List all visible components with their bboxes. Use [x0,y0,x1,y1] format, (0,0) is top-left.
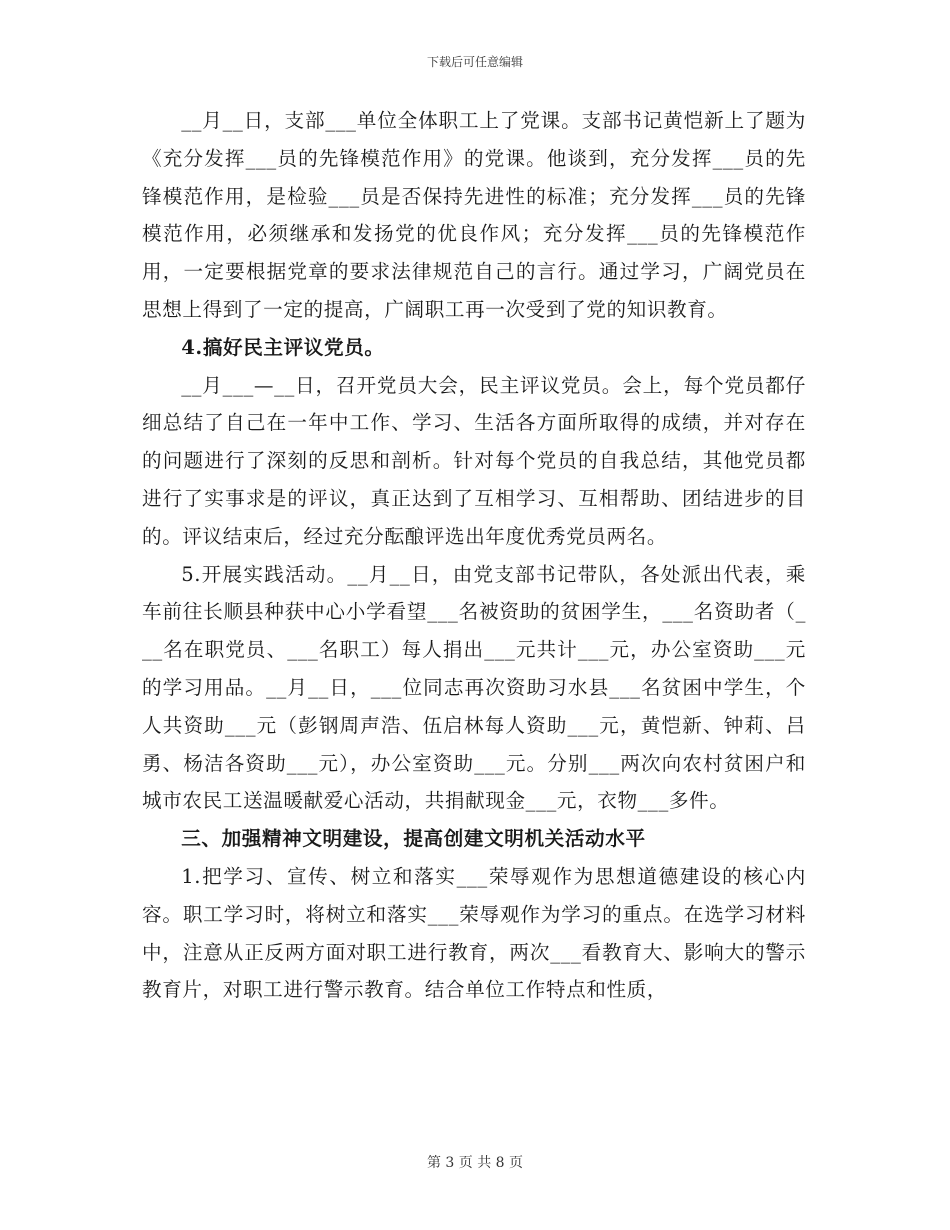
section-heading-democratic-evaluation: 4.搞好民主评议党员。 [181,335,385,359]
paragraph-democratic-evaluation: __月___—__日，召开党员大会，民主评议党员。会上，每个党员都仔细总结了自己在一年中工作、学习、生活各方面所取得的成绩，并对存在的问题进行了深刻的反思和剖析。针对每个党员的自我总结，其他党员都进行了实事求是的评议，真正达到了互相学习、互相帮助、团结进步的目的。评议结束后，经过充分酝酿评选出年度优秀党员两名。 [142,373,806,548]
paragraph-practice-activities: 5.开展实践活动。__月__日，由党支部书记带队，各处派出代表，乘车前往长顺县种获中心小学看望___名被资助的贫困学生，___名资助者（___名在职党员、___名职工）每人捐出___元共计___元，办公室资助___元的学习用品。__月__日，___位同志再次资助习水县___名贫困中学生，个人共资助___元（彭钢周声浩、伍启林每人资助___元，黄恺新、钟莉、吕勇、杨洁各资助___元），办公室资助___元。分别___两次向农村贫困户和城市农民工送温暖献爱心活动，共捐献现金___元，衣物___多件。 [142,562,806,813]
paragraph-party-lecture: __月__日，支部___单位全体职工上了党课。支部书记黄恺新上了题为《充分发挥___员的先锋模范作用》的党课。他谈到，充分发挥___员的先锋模范作用，是检验___员是否保持先进性的标准；充分发挥___员的先锋模范作用，必须继承和发扬党的优良作风；充分发挥___员的先锋模范作用，一定要根据党章的要求法律规范自己的言行。通过学习，广阔党员在思想上得到了一定的提高，广阔职工再一次受到了党的知识教育。 [142,109,806,321]
section-heading-spiritual-civilization: 三、加强精神文明建设，提高创建文明机关活动水平 [181,827,646,851]
page-footer: 第 3 页 共 8 页 [426,1155,524,1171]
document-body [142,102,806,1009]
paragraph-honor-disgrace-concept: 1.把学习、宣传、树立和落实___荣辱观作为思想道德建设的核心内容。职工学习时，将树立和落实___荣辱观作为学习的重点。在选学习材料中，注意从正反两方面对职工进行教育，两次___看教育大、影响大的警示教育片，对职工进行警示教育。结合单位工作特点和性质， [142,864,806,1002]
page-header: 下载后可任意编辑 [426,55,523,69]
